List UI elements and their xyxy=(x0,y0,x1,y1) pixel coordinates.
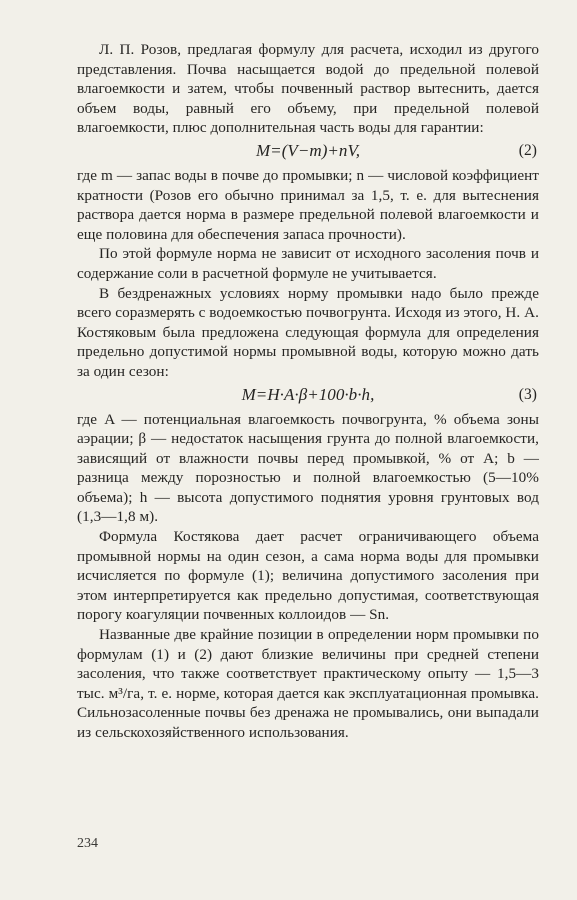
paragraph-kostyakov-intro: В бездренажных условиях норму промывки надо было прежде всего соразмерять с водоемкостью почвогрунта. Исходя из этого, Н. А. Костяковым была предложена следующая формула для определения предельно допустимой нормы промывной воды, которую можно дать за один сезон: xyxy=(77,284,539,380)
paragraph-formula-2-variables: где m — запас воды в почве до промывки; n — числовой коэффициент кратности (Розов его обычно принимал за 1,5, т. е. для вытеснения раствора дается норма в размере предельной полевой влагоемкости и еще половина для обеспечения запаса прочности). xyxy=(77,166,539,243)
formula-3-number: (3) xyxy=(518,385,537,403)
paragraph-kostyakov-formula-discussion: Формула Костякова дает расчет ограничивающего объема промывной нормы на один сезон, а сама норма воды для промывки исчисляется по формуле (1); величина допустимого засоления при этом интерпретируется как предельно допустимая, соответствующая порогу коагуляции почвенных коллоидов — Sn. xyxy=(77,528,539,624)
formula-2-number: (2) xyxy=(518,141,537,159)
paragraph-comparison-conclusion: Названные две крайние позиции в определении норм промывки по формулам (1) и (2) дают близкие величины при средней степени засоления, что также соответствует практическому опыту — 1,5—3 тыс. м³/га, т. е. норме, которая дается как эксплуатационная промывка. Сильнозасоленные почвы без дренажа не промывались, они выпадали из сельскохозяйственного использования. xyxy=(77,626,539,741)
text-block xyxy=(77,40,539,743)
paragraph-salinity-note: По этой формуле норма не зависит от исходного засоления почв и содержание соли в расчетной формуле не учитывается. xyxy=(77,245,539,282)
paragraph-rozov-formula-intro: Л. П. Розов, предлагая формулу для расчета, исходил из другого представления. Почва насыщается водой до предельной полевой влагоемкости и затем, чтобы почвенный раствор вытеснить, дается объем воды, равный его объему, при предельной полевой влагоемкости, плюс дополнительная часть воды для гарантии: xyxy=(77,41,539,137)
formula-2-expression: M=(V−m)+nV, xyxy=(255,140,361,160)
page-number: 234 xyxy=(77,836,98,851)
formula-3 xyxy=(77,382,539,410)
formula-3-expression: M=H·A·β+100·b·h, xyxy=(241,384,375,404)
formula-2 xyxy=(77,138,539,166)
paragraph-formula-3-variables: где A — потенциальная влагоемкость почвогрунта, % объема зоны аэрации; β — недостаток насыщения грунта до полной влагоемкости, зависящий от влажности почвы перед промывкой, % от A; b — разница между порозностью и полной влагоемкостью (5—10% объема); h — высота допустимого поднятия уровня грунтовых вод (1,3—1,8 м). xyxy=(77,410,539,526)
